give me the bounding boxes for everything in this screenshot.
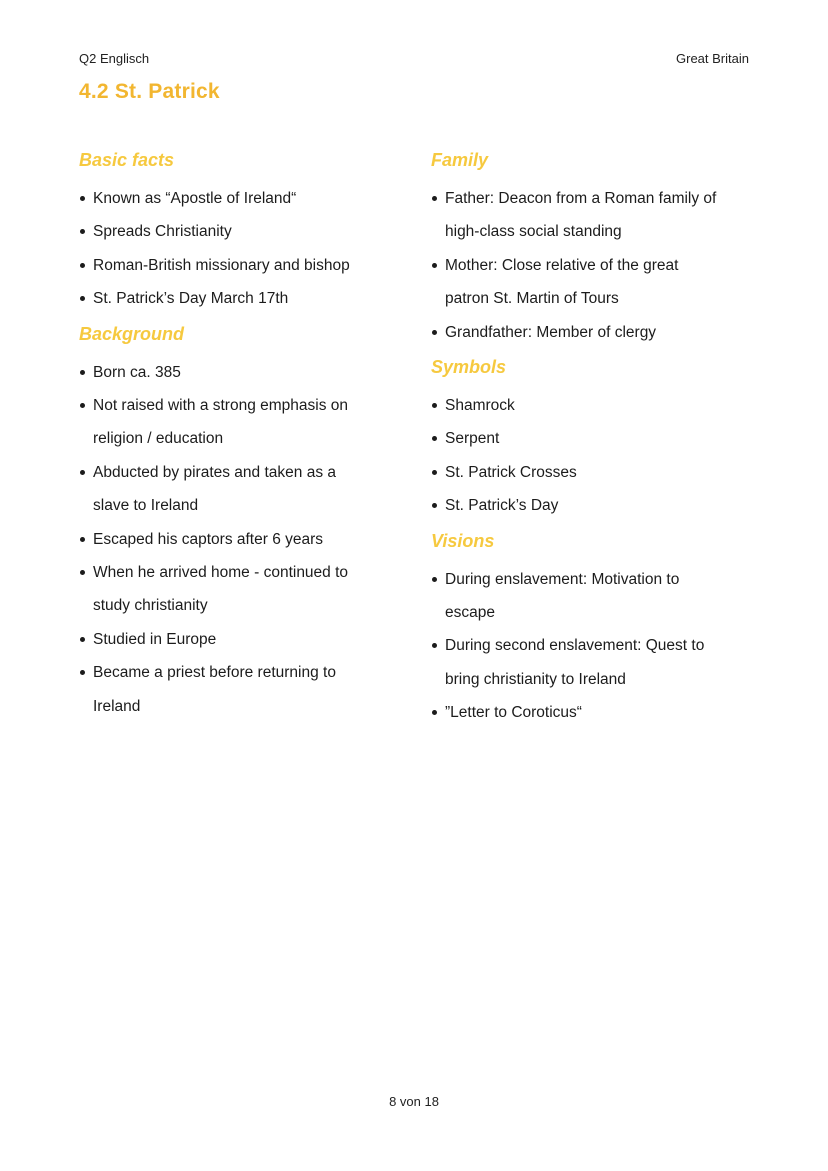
- list-item: Known as “Apostle of Ireland“: [79, 182, 419, 215]
- page-title: 4.2 St. Patrick: [79, 80, 220, 103]
- section-visions: [431, 527, 771, 730]
- section-heading-symbols: Symbols: [431, 357, 507, 378]
- list-item: Roman-British missionary and bishop: [79, 249, 419, 282]
- page-number: 8 von 18: [389, 1094, 439, 1109]
- header-topic: Great Britain: [676, 51, 749, 66]
- family-list: [431, 182, 771, 349]
- list-item: Became a priest before returning to Ireland: [79, 656, 419, 723]
- section-heading-background: Background: [79, 323, 185, 344]
- symbols-list: [431, 389, 771, 523]
- list-item: Serpent: [431, 422, 771, 455]
- list-item: Escaped his captors after 6 years: [79, 523, 419, 556]
- basic-facts-list: [79, 182, 419, 316]
- list-item: Born ca. 385: [79, 356, 419, 389]
- list-item: St. Patrick’s Day: [431, 489, 771, 522]
- list-item: When he arrived home - continued to study christianity: [79, 556, 419, 623]
- list-item: During enslavement: Motivation to escape: [431, 563, 771, 630]
- list-item: St. Patrick’s Day March 17th: [79, 282, 419, 315]
- list-item: Studied in Europe: [79, 623, 419, 656]
- visions-list: [431, 563, 771, 730]
- section-heading-basic-facts: Basic facts: [79, 150, 175, 170]
- section-background: [79, 320, 419, 723]
- left-column: [79, 146, 419, 727]
- section-heading-family: Family: [431, 150, 489, 170]
- background-list: [79, 356, 419, 723]
- list-item: St. Patrick Crosses: [431, 456, 771, 489]
- list-item: During second enslavement: Quest to bring christianity to Ireland: [431, 629, 771, 696]
- section-basic-facts: [79, 146, 419, 316]
- list-item: Mother: Close relative of the great patron St. Martin of Tours: [431, 249, 771, 316]
- list-item: Grandfather: Member of clergy: [431, 316, 771, 349]
- list-item: Shamrock: [431, 389, 771, 422]
- header-course: Q2 Englisch: [79, 51, 150, 66]
- right-column: [431, 146, 771, 734]
- list-item: ”Letter to Coroticus“: [431, 696, 771, 729]
- list-item: Spreads Christianity: [79, 215, 419, 248]
- list-item: Not raised with a strong emphasis on religion / education: [79, 389, 419, 456]
- section-family: [431, 146, 771, 349]
- section-symbols: [431, 353, 771, 523]
- list-item: Father: Deacon from a Roman family of high-class social standing: [431, 182, 771, 249]
- list-item: Abducted by pirates and taken as a slave to Ireland: [79, 456, 419, 523]
- section-heading-visions: Visions: [431, 530, 495, 551]
